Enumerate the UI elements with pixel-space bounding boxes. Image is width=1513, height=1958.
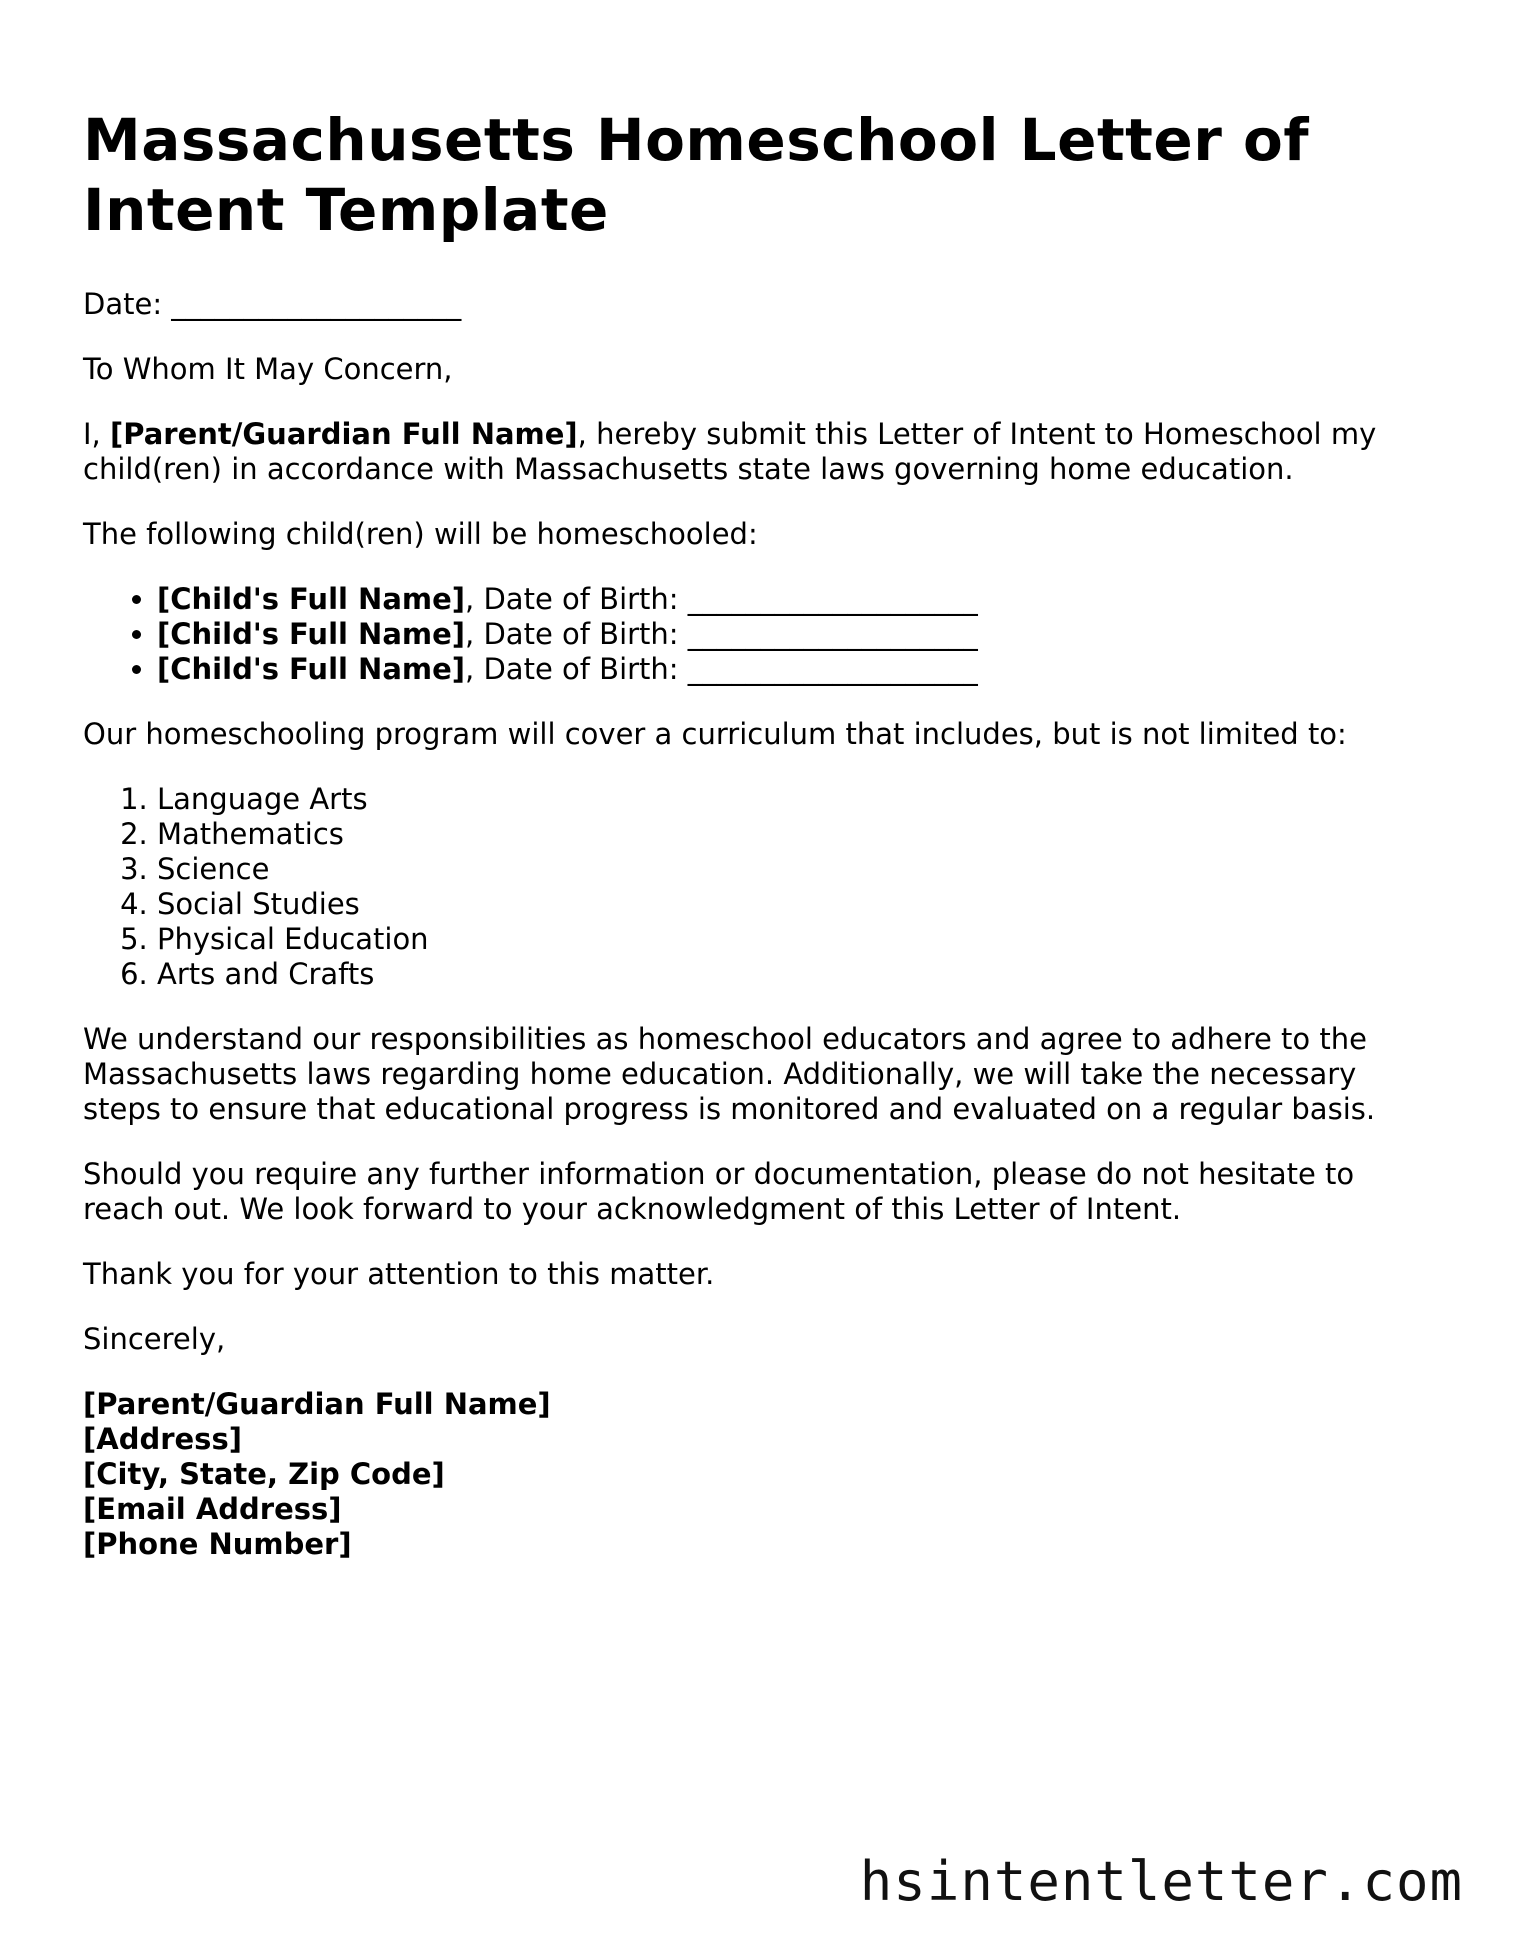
child-name: [Child's Full Name]	[157, 582, 466, 616]
list-item: 2. Mathematics	[157, 817, 1423, 852]
child-dob: , Date of Birth: ____________________	[465, 582, 978, 616]
children-list	[83, 582, 1423, 687]
intro-paragraph	[83, 417, 1423, 487]
parent-name-placeholder: [Parent/Guardian Full Name]	[110, 417, 578, 451]
signature-address: [Address]	[83, 1422, 242, 1456]
children-intro: The following child(ren) will be homeschooled:	[83, 517, 758, 551]
curriculum-list	[83, 782, 1423, 992]
list-item	[157, 582, 1423, 617]
child-dob: , Date of Birth: ____________________	[465, 652, 978, 686]
salutation: To Whom It May Concern,	[83, 352, 453, 386]
intro-prefix: I,	[83, 417, 110, 451]
intro-suffix: , hereby submit this Letter of Intent to Homeschool my child(ren) in accordance with Massachusetts state laws governing home education.	[83, 417, 1377, 486]
child-name: [Child's Full Name]	[157, 617, 466, 651]
child-name: [Child's Full Name]	[157, 652, 466, 686]
signature-block	[83, 1387, 1423, 1562]
letter-content	[83, 105, 1423, 1562]
child-dob: , Date of Birth: ____________________	[465, 617, 978, 651]
footer-watermark: hsintentletter.com	[859, 1850, 1463, 1913]
signature-phone: [Phone Number]	[83, 1527, 352, 1561]
signature-email: [Email Address]	[83, 1492, 342, 1526]
list-item	[157, 617, 1423, 652]
page-title: Massachusetts Homeschool Letter of Intent Template	[83, 106, 1310, 244]
date-line: Date: ____________________	[83, 287, 462, 321]
further-info-paragraph: Should you require any further information or documentation, please do not hesitate to reach out. We look forward to your acknowledgment of this Letter of Intent.	[83, 1157, 1355, 1226]
responsibilities-paragraph: We understand our responsibilities as homeschool educators and agree to adhere to the Massachusetts laws regarding home education. Additionally, we will take the necessary steps to ensure that educational progress is monitored and evaluated on a regular basis.	[83, 1022, 1376, 1126]
list-item	[157, 652, 1423, 687]
closing: Sincerely,	[83, 1322, 226, 1356]
list-item: 3. Science	[157, 852, 1423, 887]
signature-name: [Parent/Guardian Full Name]	[83, 1387, 551, 1421]
thanks-line: Thank you for your attention to this matter.	[83, 1257, 715, 1291]
signature-city: [City, State, Zip Code]	[83, 1457, 445, 1491]
list-item: 4. Social Studies	[157, 887, 1423, 922]
list-item: 6. Arts and Crafts	[157, 957, 1423, 992]
curriculum-intro: Our homeschooling program will cover a curriculum that includes, but is not limited to:	[83, 717, 1347, 751]
list-item: 1. Language Arts	[157, 782, 1423, 817]
list-item: 5. Physical Education	[157, 922, 1423, 957]
